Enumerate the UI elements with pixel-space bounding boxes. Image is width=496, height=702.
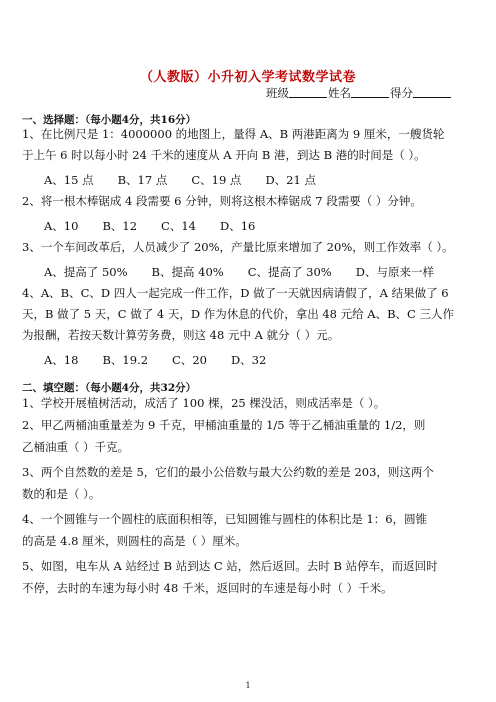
option-c: C、20 — [172, 353, 207, 367]
option-a: A、提高了 50% — [44, 265, 128, 279]
option-d: D、21 点 — [265, 173, 316, 187]
s1-q3-options — [44, 264, 458, 280]
s1-q4-line2: 天，B 做了 5 天，C 做了 4 天，D 作为休息的代价，拿出 48 元给 A、B、C 三人作 — [22, 307, 454, 321]
s2-q4-line1: 4、一个圆锥与一个圆柱的底面积相等，已知圆锥与圆柱的体积比是 1：6，圆锥 — [22, 512, 428, 526]
option-b: B、提高 40% — [151, 265, 224, 279]
option-c: C、提高了 30% — [247, 265, 332, 279]
s2-q1-line1: 1、学校开展植树活动，成活了 100 棵，25 棵没活，则成活率是（ ）。 — [22, 396, 386, 410]
name-label: 姓名 — [328, 86, 351, 100]
student-info — [266, 85, 452, 101]
s1-q1-line2: 于上午 6 时以每小时 24 千米的速度从 A 开向 B 港，到达 B 港的时间是（ ）。 — [22, 148, 426, 162]
s2-q2-line1: 2、甲乙两桶油重量差为 9 千克，甲桶油重量的 1/5 等于乙桶油重量的 1/2，则 — [22, 418, 426, 432]
s2-q5-line1: 5、如图，电车从 A 站经过 B 站到达 C 站，然后返回。去时 B 站停车，而返回时 — [22, 559, 438, 573]
class-blank[interactable] — [289, 87, 327, 98]
exam-title: （人教版）小升初入学考试数学试卷 — [139, 70, 356, 85]
s2-q2-line2: 乙桶油重（ ）千克。 — [22, 440, 130, 454]
option-d: D、与原来一样 — [355, 265, 434, 279]
section2-heading: 二、填空题：（每小题4分，共32分） — [22, 382, 197, 394]
name-blank[interactable] — [351, 87, 389, 98]
s1-q2-options — [44, 218, 279, 234]
option-d: D、16 — [219, 219, 256, 233]
s1-q2-line1: 2、将一根木棒锯成 4 段需要 6 分钟，则将这根木棒锯成 7 段需要（ ）分钟。 — [22, 194, 422, 208]
option-d: D、32 — [230, 353, 267, 367]
s2-q3-line2: 数的和是（ ）。 — [22, 487, 101, 501]
section1-heading: 一、选择题：（每小题4分，共16分） — [22, 114, 197, 126]
option-a: A、15 点 — [44, 173, 94, 187]
class-label: 班级 — [266, 86, 289, 100]
option-b: B、19.2 — [102, 353, 149, 367]
s2-q4-line2: 的高是 4.8 厘米，则圆柱的高是（ ）厘米。 — [22, 534, 247, 548]
page-number: 1 — [245, 681, 251, 690]
s2-q5-line2: 不停，去时的车速为每小时 48 千米，返回时的车速是每小时（ ）千米。 — [22, 581, 393, 595]
score-label: 得分 — [390, 86, 413, 100]
option-a: A、18 — [44, 353, 79, 367]
s2-q3-line1: 3、两个自然数的差是 5，它们的最小公倍数与最大公约数的差是 203，则这两个 — [22, 465, 434, 479]
s1-q4-line3: 为报酬，若按天数计算劳务费，则这 48 元中 A 就分（ ）元。 — [22, 328, 340, 342]
s1-q4-options — [44, 352, 290, 368]
s1-q1-options — [44, 172, 340, 188]
s1-q1-line1: 1、在比例尺是 1：4000000 的地图上，量得 A、B 两港距离为 9 厘米，一艘货轮 — [22, 127, 445, 141]
option-c: C、14 — [161, 219, 196, 233]
score-blank[interactable] — [413, 87, 451, 98]
option-c: C、19 点 — [191, 173, 242, 187]
s1-q3-line1: 3、一个车间改革后，人员减少了 20%，产量比原来增加了 20%，则工作效率（ ）。 — [22, 240, 454, 254]
option-a: A、10 — [44, 219, 79, 233]
option-b: B、17 点 — [117, 173, 168, 187]
option-b: B、12 — [102, 219, 138, 233]
s1-q4-line1: 4、A、B、C、D 四人一起完成一件工作，D 做了一天就因病请假了，A 结果做了 6 — [22, 286, 449, 300]
